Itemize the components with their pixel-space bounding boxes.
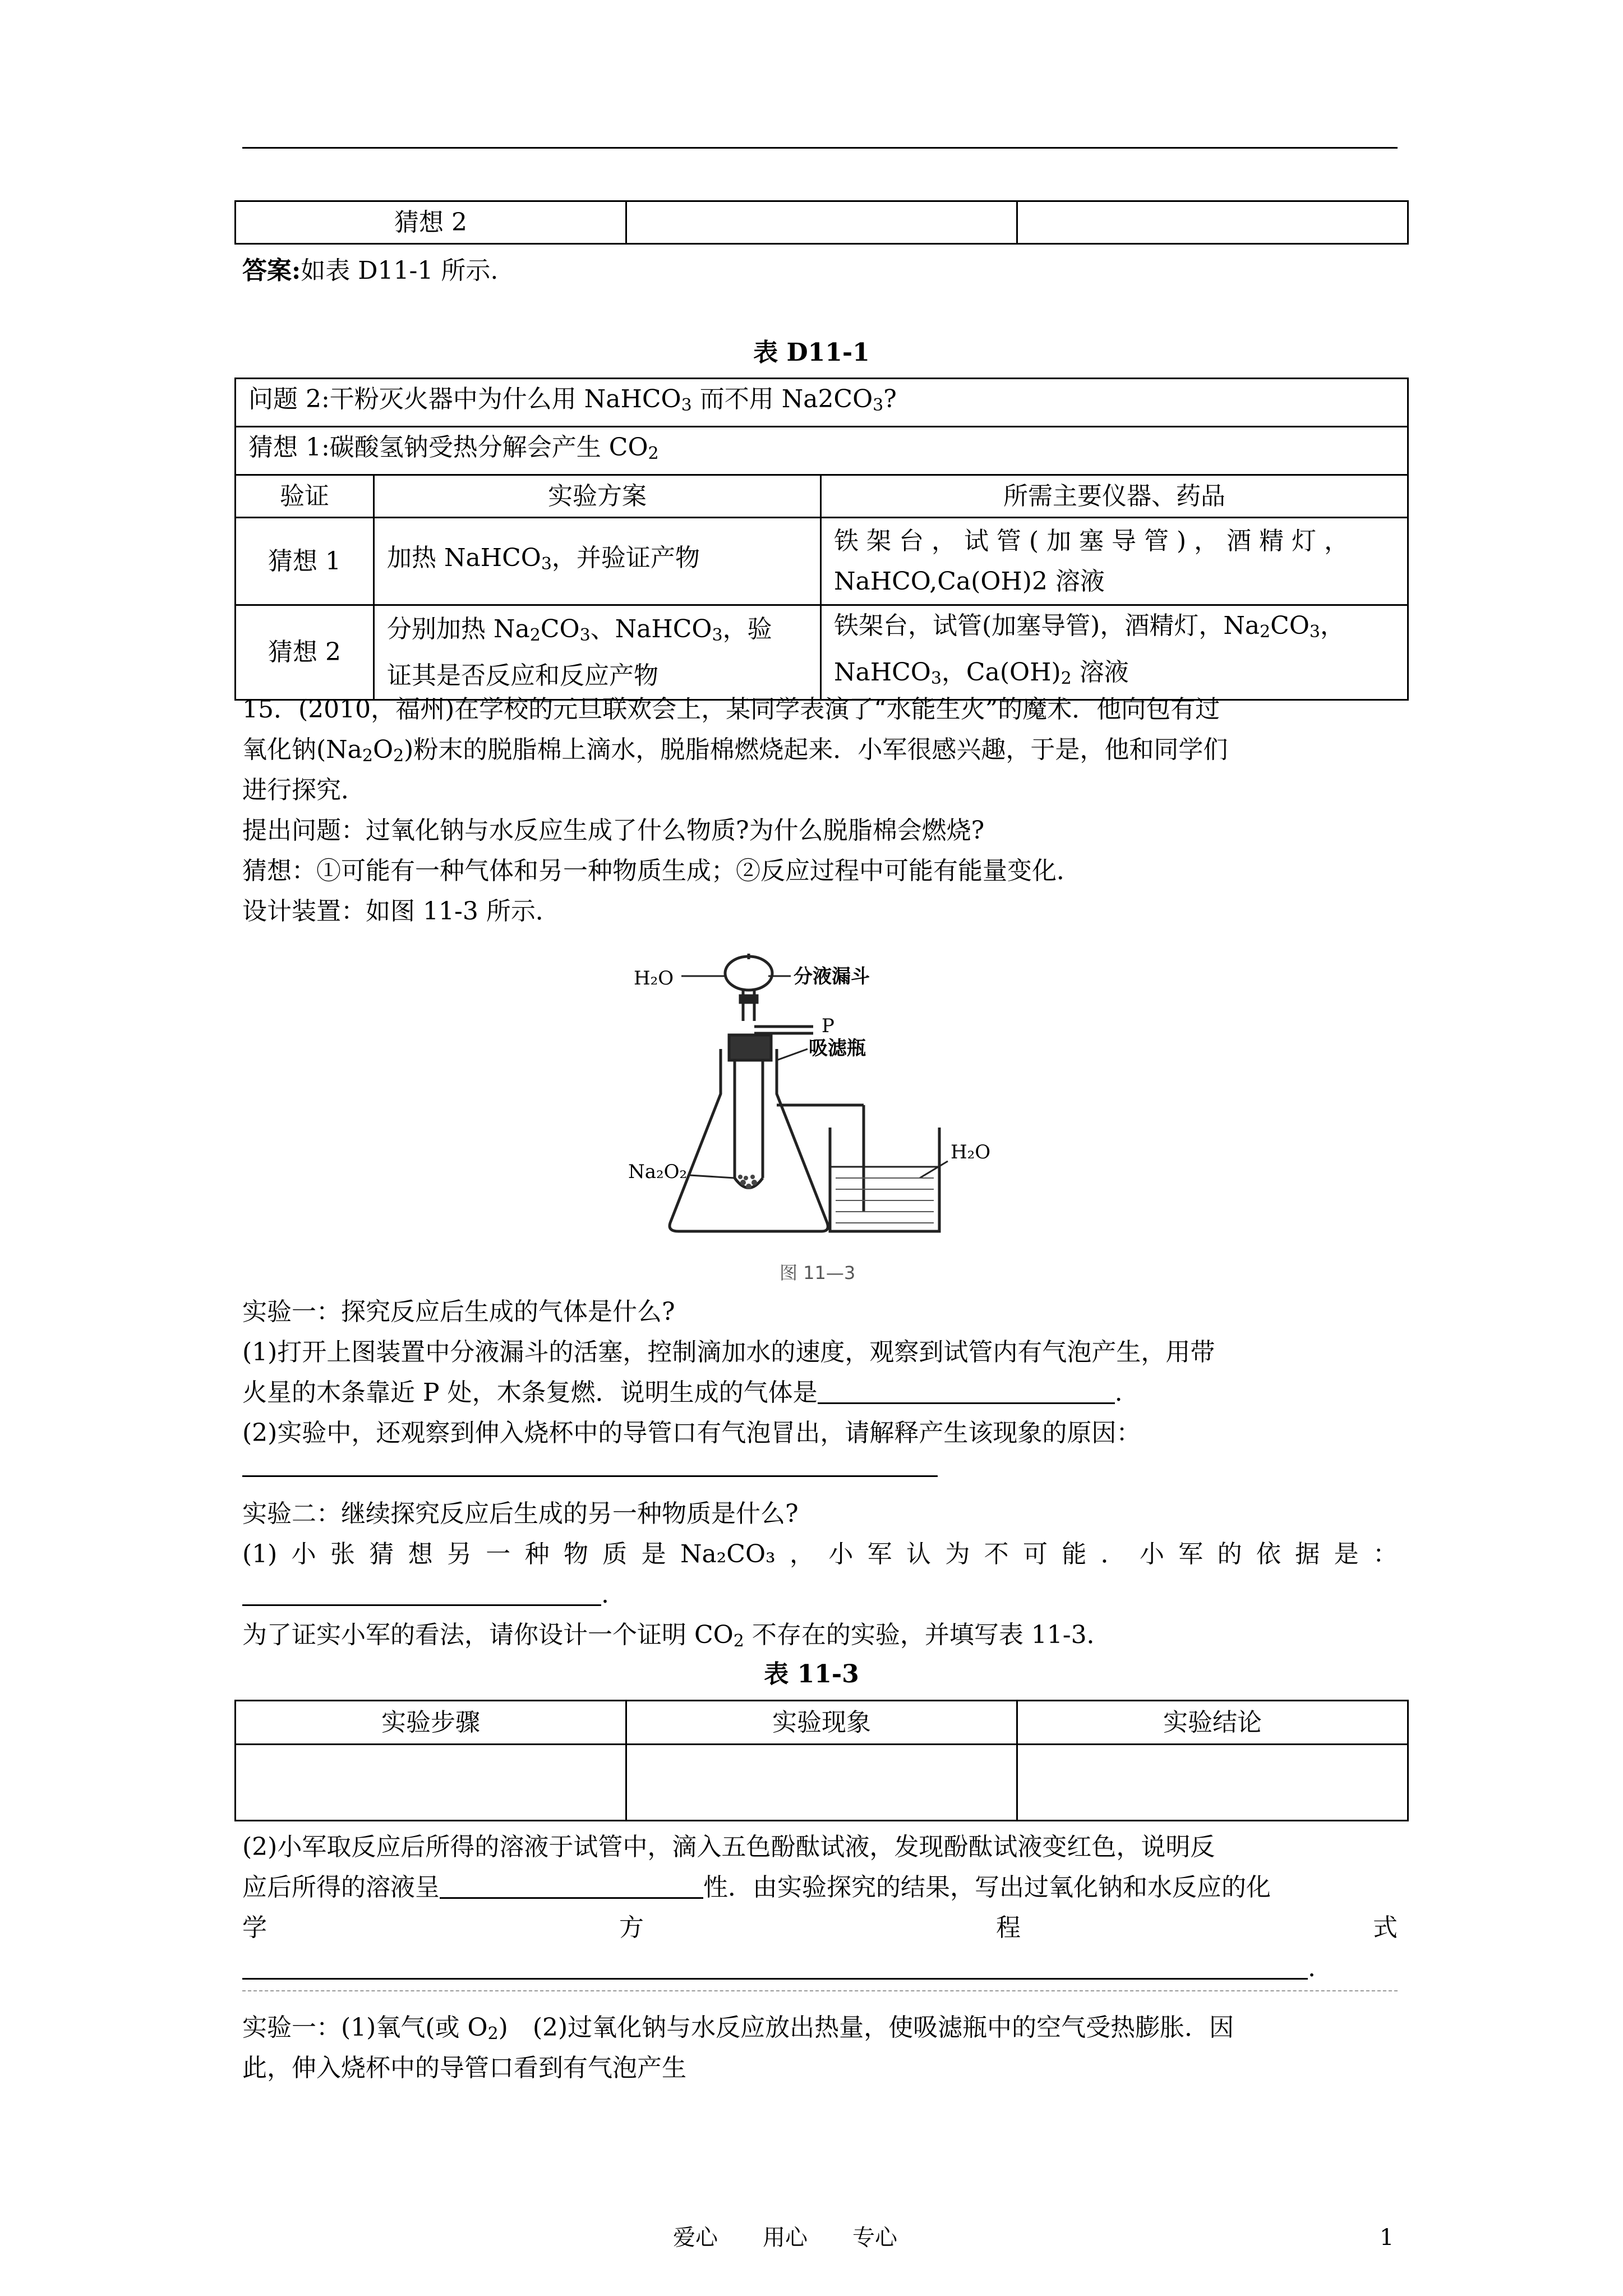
q15-line6: 设计装置：如图 11-3 所示． <box>242 897 560 926</box>
justified-word: 是 <box>1334 1540 1359 1568</box>
q15-line2: 氧化钠(Na2O2)粉末的脱脂棉上滴水，脱脂棉燃烧起来．小军很感兴趣，于是，他和同学们 <box>242 735 1228 766</box>
exp2-title: 实验二：继续探究反应后生成的另一种物质是什么? <box>242 1499 799 1528</box>
exp2-p1-line3: 为了证实小军的看法，请你设计一个证明 CO2 不存在的实验，并填写表 11-3． <box>242 1621 1112 1651</box>
justified-word: 是 <box>641 1540 666 1568</box>
table-d11-row2-label: 猜想 2 <box>236 605 374 700</box>
answer-blank-property[interactable] <box>440 1867 703 1899</box>
justified-word: 小 <box>1139 1540 1164 1568</box>
justified-word: 据 <box>1295 1540 1320 1568</box>
label-flask: 吸滤瓶 <box>809 1037 866 1060</box>
flask-pointer <box>777 1049 808 1060</box>
justified-word: 猜 <box>369 1540 394 1568</box>
justified-word: 张 <box>330 1540 355 1568</box>
answer-blank-gas[interactable] <box>818 1372 1115 1404</box>
justified-word: Na₂CO₃ <box>680 1540 776 1568</box>
justified-word: 依 <box>1256 1540 1281 1568</box>
justified-word: 种 <box>524 1540 550 1568</box>
label-h2o-top: H₂O <box>634 967 674 990</box>
justified-word: 另 <box>446 1540 472 1568</box>
justified-word: 为 <box>945 1540 970 1568</box>
q15-line3: 进行探究． <box>242 776 366 804</box>
justified-word: 学 <box>242 1913 267 1942</box>
na2o2-pointer <box>690 1175 735 1178</box>
exp2-p2-line3 <box>242 1906 1398 1950</box>
answer-blank-reason[interactable] <box>242 1475 938 1477</box>
table-113-title: 表 11-3 <box>764 1660 859 1688</box>
exp2-p2-line2: 应后所得的溶液呈 性．由实验探究的结果，写出过氧化钠和水反应的化 <box>242 1866 1271 1910</box>
justified-word: 可 <box>1022 1540 1048 1568</box>
q15-line5: 猜想：①可能有一种气体和另一种物质生成；②反应过程中可能有能量变化． <box>242 857 1081 885</box>
exp2-p2-line4: . <box>242 1947 1316 1990</box>
label-h2o-right: H₂O <box>951 1141 991 1163</box>
q15-line4: 提出问题：过氧化钠与水反应生成了什么物质?为什么脱脂棉会燃烧? <box>242 816 985 845</box>
justified-word: ： <box>1372 1540 1398 1568</box>
justified-word: 小 <box>291 1540 316 1568</box>
justified-word: (1) <box>242 1540 278 1568</box>
water-hatching <box>836 1178 934 1223</box>
justified-word: 能 <box>1062 1540 1087 1568</box>
answer-intro: 答案:如表 D11-1 所示. <box>242 256 499 285</box>
justified-word: 军 <box>1178 1540 1204 1568</box>
table-d11-header-plan: 实验方案 <box>374 475 821 518</box>
table-113-header-phenomenon: 实验现象 <box>626 1701 1017 1745</box>
table-d11-question: 问题 2:干粉灭火器中为什么用 NaHCO3 而不用 Na2CO3? <box>236 379 1408 427</box>
page-number: 1 <box>1380 2225 1394 2251</box>
table-d11-row1-label: 猜想 1 <box>236 518 374 605</box>
footer-motto: 爱心 用心 专心 <box>673 2225 897 2251</box>
figure-caption: 图 11—3 <box>780 1262 856 1283</box>
answer-blank-equation[interactable] <box>242 1948 1308 1980</box>
justified-word: 军 <box>867 1540 892 1568</box>
answer-line2: 此，伸入烧杯中的导管口看到有气泡产生 <box>242 2054 686 2082</box>
h2o-right-pointer <box>920 1161 948 1178</box>
exp1-p2-line1: (2)实验中，还观察到伸入烧杯中的导管口有气泡冒出，请解释产生该现象的原因： <box>242 1419 1141 1447</box>
table-d11-row2-plan: 分别加热 Na2CO3、NaHCO3，验 证其是否反应和反应产物 <box>374 605 821 700</box>
table-d11-row2-tools: 铁架台，试管(加塞导管)，酒精灯，Na2CO3， NaHCO3，Ca(OH)2 溶液 <box>821 605 1408 700</box>
table-d11-header-tools: 所需主要仪器、药品 <box>821 475 1408 518</box>
label-funnel: 分液漏斗 <box>794 965 870 988</box>
answer-line1: 实验一：(1)氧气(或 O2) (2)过氧化钠与水反应放出热量，使吸滤瓶中的空气受热膨胀．因 <box>242 2013 1234 2044</box>
header-rule <box>242 147 1398 149</box>
exp1-p1-line2: 火星的木条靠近 P 处，木条复燃．说明生成的气体是 . <box>242 1371 1123 1415</box>
table-d11-row1-plan: 加热 NaHCO3，并验证产物 <box>374 518 821 605</box>
justified-word: 方 <box>619 1913 644 1942</box>
table-113-cell-phenomenon[interactable] <box>626 1745 1017 1821</box>
table-113-header-steps: 实验步骤 <box>236 1701 626 1745</box>
table-113-header-conclusion: 实验结论 <box>1017 1701 1408 1745</box>
answer-separator <box>242 1990 1398 1991</box>
justified-word: 的 <box>1217 1540 1242 1568</box>
table-d11-title: 表 D11-1 <box>753 338 870 367</box>
justified-word: 质 <box>602 1540 628 1568</box>
stopcock <box>740 996 757 1002</box>
table-113-cell-conclusion[interactable] <box>1017 1745 1408 1821</box>
q15-line1: 15．(2010，福州)在学校的元旦联欢会上，某同学表演了“水能生火”的魔术．他向包有过 <box>242 695 1220 724</box>
table-113-cell-steps[interactable] <box>236 1745 626 1821</box>
exp2-p1-line2: . <box>242 1573 609 1617</box>
justified-word: 程 <box>996 1913 1021 1942</box>
table-d11-hypothesis: 猜想 1:碳酸氢钠受热分解会产生 CO2 <box>236 427 1408 475</box>
table-d11-row1-tools: 铁 架 台 ， 试 管 ( 加 塞 导 管 ) ， 酒 精 灯 ， NaHCO,Ca(OH)2 溶液 <box>821 518 1408 605</box>
justified-word: ， <box>790 1540 815 1568</box>
justified-word: 认 <box>906 1540 931 1568</box>
label-na2o2: Na₂O₂ <box>628 1161 688 1183</box>
justified-word: 一 <box>486 1540 511 1568</box>
answer-blank-basis[interactable] <box>242 1574 601 1606</box>
top-table-cell-empty-2 <box>1017 201 1408 244</box>
funnel-bulb <box>725 956 772 990</box>
stopper <box>729 1035 771 1060</box>
justified-word: 式 <box>1373 1913 1398 1942</box>
justified-word: 物 <box>563 1540 588 1568</box>
top-table <box>234 200 1409 245</box>
label-p: P <box>822 1015 834 1037</box>
top-table-cell-empty-1 <box>626 201 1017 244</box>
top-table-cell-label: 猜想 2 <box>236 201 626 244</box>
justified-word: ． <box>1100 1540 1126 1568</box>
exp1-title: 实验一：探究反应后生成的气体是什么? <box>242 1297 675 1326</box>
justified-word: 不 <box>984 1540 1009 1568</box>
table-d11 <box>234 378 1409 701</box>
apparatus-figure <box>628 942 1077 1290</box>
flask-outline <box>670 1049 828 1231</box>
exp2-p1-line1 <box>242 1533 1398 1576</box>
justified-word: 想 <box>408 1540 433 1568</box>
exp1-p1-line1: (1)打开上图装置中分液漏斗的活塞，控制滴加水的速度，观察到试管内有气泡产生，用带 <box>242 1338 1215 1366</box>
beaker-outline <box>830 1128 939 1231</box>
justified-word: 小 <box>828 1540 854 1568</box>
table-113 <box>234 1700 1409 1821</box>
table-d11-header-verify: 验证 <box>236 475 374 518</box>
exp2-p2-line1: (2)小军取反应后所得的溶液于试管中，滴入五色酚酞试液，发现酚酞试液变红色，说明反 <box>242 1833 1215 1861</box>
